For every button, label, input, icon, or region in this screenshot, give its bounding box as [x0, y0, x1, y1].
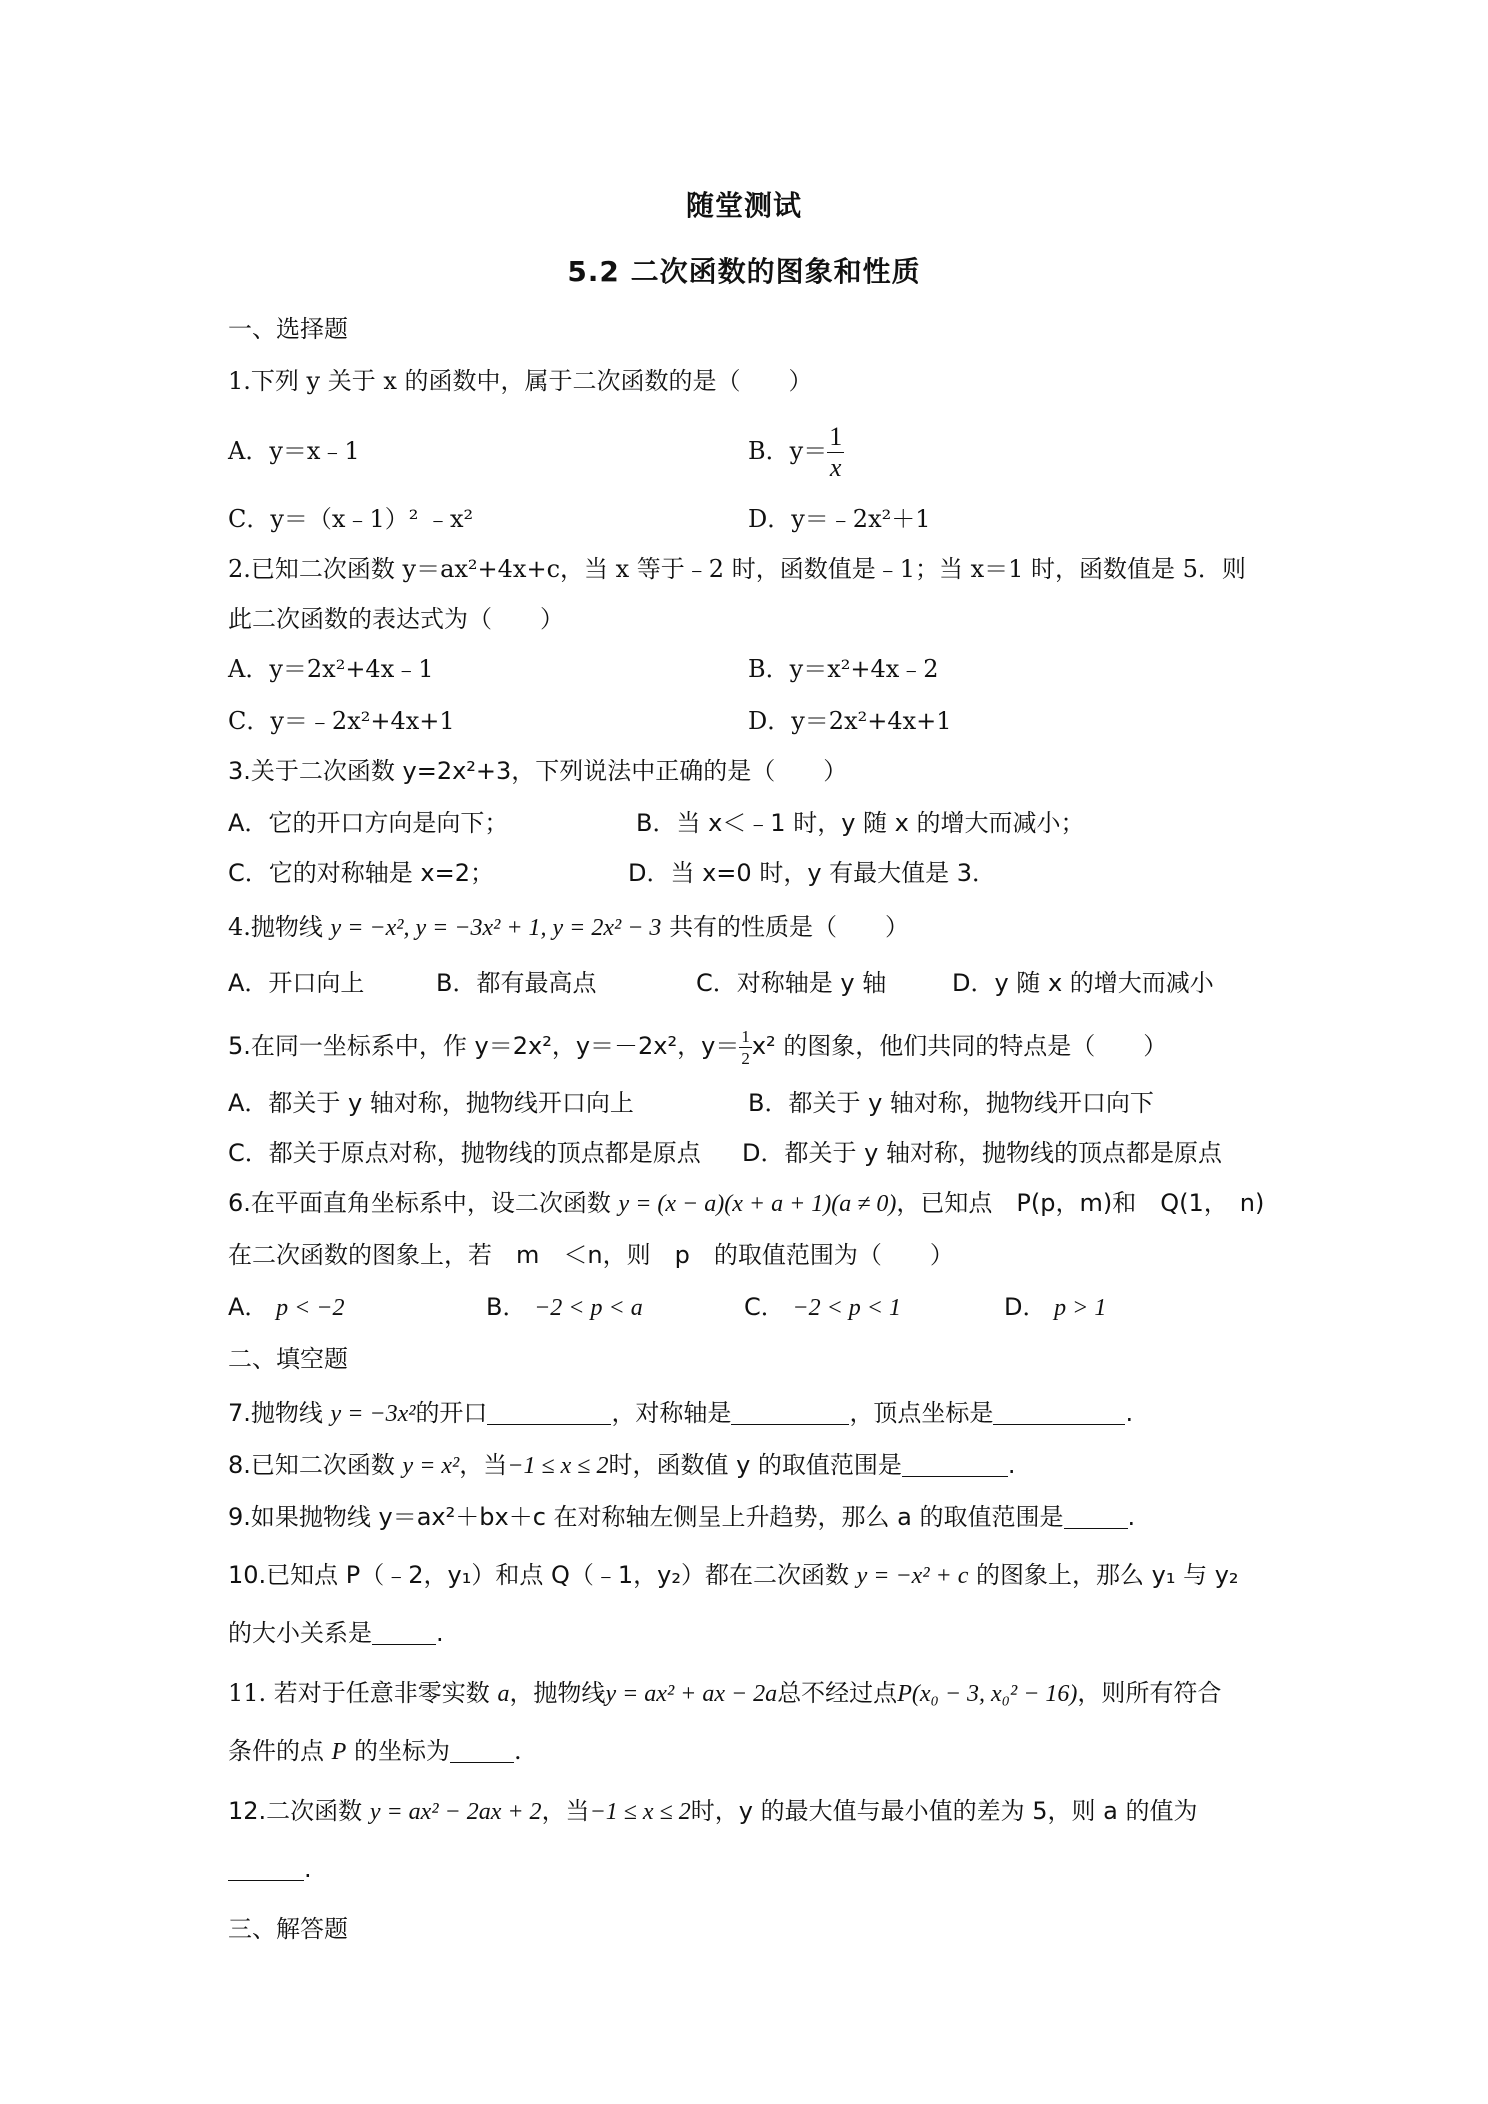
- section-heading-choice: 一、选择题: [228, 315, 348, 343]
- question-1-option-d: D．y＝﹣2x²＋1: [748, 505, 931, 533]
- question-12-line2: [228, 1852, 312, 1886]
- question-12-line1: [228, 1794, 1197, 1829]
- answer-blank-range[interactable]: [902, 1452, 1008, 1477]
- question-4-option-d: D．y 随 x 的增大而减小: [952, 969, 1214, 997]
- option-formula: −2 < p < a: [534, 1295, 643, 1321]
- option-b-prefix: B．y＝: [748, 437, 828, 465]
- question-11-var-p: P: [331, 1739, 347, 1765]
- question-2-option-c: C．y＝﹣2x²+4x+1: [228, 707, 455, 735]
- question-2-option-d: D．y＝2x²+4x+1: [748, 707, 952, 735]
- question-7-formula: y = −3x²: [330, 1401, 416, 1427]
- question-8-range: −1 ≤ x ≤ 2: [507, 1453, 609, 1479]
- question-12-formula: y = ax² − 2ax + 2: [369, 1799, 542, 1825]
- question-6-prefix: 6.在平面直角坐标系中，设二次函数: [228, 1189, 611, 1217]
- question-8-text-1: ，当: [459, 1451, 508, 1479]
- question-6-formula: y = (x − a)(x + a + 1)(a ≠ 0): [618, 1191, 897, 1217]
- question-10-end: .: [436, 1619, 444, 1647]
- question-3-option-c: C．它的对称轴是 x=2；: [228, 859, 494, 887]
- option-formula: p < −2: [276, 1295, 345, 1321]
- question-6-stem-line1: [228, 1186, 1264, 1221]
- fraction-numerator: 1: [829, 422, 843, 451]
- question-11-text-1: ，抛物线: [509, 1679, 606, 1707]
- question-11-text-4: 的坐标为: [353, 1737, 450, 1765]
- option-label: B．: [486, 1293, 527, 1321]
- question-5-option-b: B．都关于 y 轴对称，抛物线开口向下: [748, 1089, 1154, 1117]
- question-5-option-c: C．都关于原点对称，抛物线的顶点都是原点: [228, 1139, 701, 1167]
- question-11-formula: y = ax² + ax − 2a: [605, 1681, 778, 1707]
- option-label: C．: [744, 1293, 785, 1321]
- question-3-option-d: D．当 x=0 时，y 有最大值是 3．: [628, 859, 997, 887]
- question-3-option-b: B．当 x＜﹣1 时，y 随 x 的增大而减小；: [636, 809, 1085, 837]
- question-4-option-b: B．都有最高点: [436, 969, 597, 997]
- question-12-suffix: 时，y 的最大值与最小值的差为 5，则 a 的值为: [690, 1797, 1198, 1825]
- question-11-point: P(x₀ − 3, x₀² − 16): [897, 1681, 1078, 1707]
- question-8-text-2: 时，函数值 y 的取值范围是: [608, 1451, 902, 1479]
- question-11-line2: [228, 1734, 522, 1769]
- question-2-option-b: B．y＝x²+4x﹣2: [748, 655, 939, 683]
- answer-blank-point[interactable]: [450, 1738, 514, 1763]
- question-4-formula: y = −x², y = −3x² + 1, y = 2x² − 3: [330, 915, 662, 941]
- question-7-end: .: [1125, 1399, 1134, 1427]
- answer-blank-a-value[interactable]: [228, 1856, 304, 1881]
- answer-blank-compare[interactable]: [372, 1620, 436, 1645]
- question-6-option-a: [228, 1290, 344, 1325]
- question-8: [228, 1448, 1016, 1483]
- fraction-denominator: x: [829, 453, 842, 482]
- question-12-prefix: 12.二次函数: [228, 1797, 363, 1825]
- option-formula: p > 1: [1054, 1295, 1107, 1321]
- question-1-stem: 1.下列 y 关于 x 的函数中，属于二次函数的是（ ）: [228, 367, 813, 395]
- page-subtitle: 5.2 二次函数的图象和性质: [567, 255, 921, 288]
- question-6-option-c: [744, 1290, 901, 1325]
- question-8-formula: y = x²: [402, 1453, 460, 1479]
- question-11-line1: [228, 1676, 1221, 1711]
- question-7-text-1: 的开口: [415, 1399, 488, 1427]
- question-11-text-2: 总不经过点: [777, 1679, 898, 1707]
- question-11-suffix: ，则所有符合: [1077, 1679, 1222, 1707]
- page-title: 随堂测试: [685, 189, 802, 222]
- fraction-numerator: 1: [741, 1026, 750, 1046]
- question-4-option-c: C．对称轴是 y 轴: [696, 969, 887, 997]
- answer-blank-axis[interactable]: [731, 1400, 849, 1425]
- question-2-stem-line2: 此二次函数的表达式为（ ）: [228, 605, 564, 633]
- question-11-var-a: a: [497, 1681, 510, 1707]
- question-12-text-1: ，当: [541, 1797, 590, 1825]
- question-9-end: .: [1127, 1503, 1136, 1531]
- option-formula: −2 < p < 1: [792, 1295, 901, 1321]
- question-1-option-c: C．y＝（x﹣1）² ﹣x²: [228, 505, 474, 533]
- question-9: [228, 1500, 1135, 1534]
- answer-blank-opening[interactable]: [487, 1400, 611, 1425]
- question-5-option-a: A．都关于 y 轴对称，抛物线开口向上: [228, 1089, 634, 1117]
- question-7: [228, 1396, 1133, 1431]
- question-6-option-b: [486, 1290, 643, 1325]
- question-9-text: 9.如果抛物线 y＝ax²＋bx＋c 在对称轴左侧呈上升趋势，那么 a 的取值范围是: [228, 1503, 1064, 1531]
- question-5-option-d: D．都关于 y 轴对称，抛物线的顶点都是原点: [742, 1139, 1222, 1167]
- question-1-option-b: [748, 418, 844, 484]
- question-10-suffix: 的图象上，那么 y₁ 与 y₂: [976, 1561, 1239, 1589]
- question-7-text-3: ，顶点坐标是: [849, 1399, 994, 1427]
- answer-blank-vertex[interactable]: [993, 1400, 1125, 1425]
- question-3-stem: 3.关于二次函数 y=2x²+3，下列说法中正确的是（ ）: [228, 757, 848, 785]
- fraction-denominator: 2: [741, 1048, 750, 1068]
- question-10-text: 的大小关系是: [228, 1619, 372, 1647]
- question-1-option-a: A．y＝x﹣1: [228, 437, 360, 465]
- question-8-prefix: 8.已知二次函数: [228, 1451, 395, 1479]
- question-12-range: −1 ≤ x ≤ 2: [589, 1799, 691, 1825]
- question-5-stem: [228, 1018, 1167, 1074]
- question-5-suffix: x² 的图象，他们共同的特点是（ ）: [751, 1032, 1168, 1060]
- question-6-option-d: [1004, 1290, 1106, 1325]
- option-label: D．: [1004, 1293, 1047, 1321]
- question-6-points: ，已知点 P(p，m)和 Q(1， n): [896, 1189, 1265, 1217]
- fraction-one-half: [739, 1028, 752, 1067]
- fraction-one-over-x: [827, 424, 844, 481]
- question-6-stem-line2: 在二次函数的图象上，若 m ＜n，则 p 的取值范围为（ ）: [228, 1241, 954, 1269]
- question-10-prefix: 10.已知点 P（﹣2，y₁）和点 Q（﹣1，y₂）都在二次函数: [228, 1561, 849, 1589]
- question-7-text-2: ，对称轴是: [611, 1399, 732, 1427]
- section-heading-fill: 二、填空题: [228, 1345, 348, 1373]
- question-10-formula: y = −x² + c: [856, 1563, 969, 1589]
- question-3-option-a: A．它的开口方向是向下；: [228, 809, 509, 837]
- question-4-suffix: 共有的性质是（ ）: [669, 913, 910, 941]
- question-7-prefix: 7.抛物线: [228, 1399, 323, 1427]
- answer-blank-a-range[interactable]: [1064, 1504, 1128, 1529]
- question-11-prefix: 11. 若对于任意非零实数: [228, 1679, 490, 1707]
- question-8-end: .: [1007, 1451, 1016, 1479]
- question-12-end: .: [304, 1855, 312, 1883]
- question-5-prefix: 5.在同一坐标系中，作 y＝2x²，y＝－2x²，y＝: [228, 1032, 740, 1060]
- section-heading-answer: 三、解答题: [228, 1915, 348, 1943]
- question-11-text-3: 条件的点: [228, 1737, 324, 1765]
- question-11-end: .: [513, 1737, 522, 1765]
- question-4-option-a: A．开口向上: [228, 969, 365, 997]
- question-2-stem-line1: 2.已知二次函数 y＝ax²+4x+c，当 x 等于﹣2 时，函数值是﹣1；当 x＝1 时，函数值是 5．则: [228, 555, 1246, 583]
- question-4-stem: [228, 910, 909, 945]
- question-4-prefix: 4.抛物线: [228, 913, 323, 941]
- question-10-line2: [228, 1616, 444, 1650]
- question-2-option-a: A．y＝2x²+4x﹣1: [228, 655, 434, 683]
- question-10-line1: [228, 1558, 1239, 1593]
- option-label: A．: [228, 1293, 269, 1321]
